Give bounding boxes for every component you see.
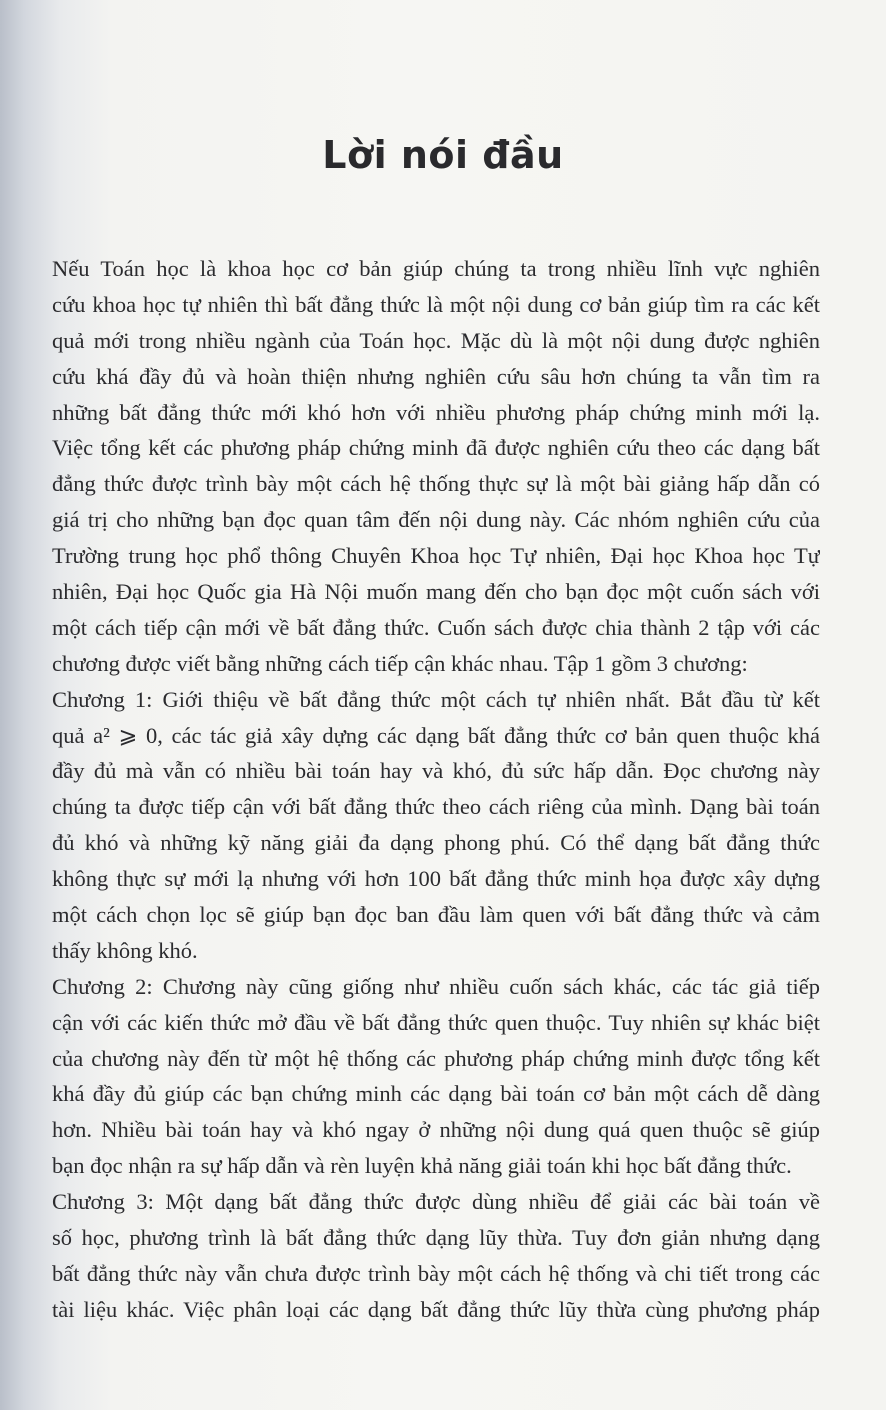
text-line: Nếu Toán học là khoa học cơ bản giúp chúng ta trong nhiều lĩnh vực nghiên	[52, 256, 820, 281]
text-line: đủ khó và những kỹ năng giải đa dạng phong phú. Có thể dạng bất đẳng thức	[52, 830, 820, 856]
body-text	[52, 251, 820, 1328]
text-line: cứu khá đầy đủ và hoàn thiện nhưng nghiên cứu sâu hơn chúng ta vẫn tìm ra	[52, 363, 820, 389]
text-line: Chương 1: Giới thiệu về bất đẳng thức một cách tự nhiên nhất. Bắt đầu từ kết	[52, 686, 820, 712]
page-title: Lời nói đầu	[322, 133, 564, 178]
text-line: quả mới trong nhiều ngành của Toán học. Mặc dù là một nội dung được nghiên	[52, 327, 820, 353]
text-line: nhiên, Đại học Quốc gia Hà Nội muốn mang đến cho bạn đọc một cuốn sách với	[52, 579, 820, 605]
text-line: một cách tiếp cận mới về bất đẳng thức. Cuốn sách được chia thành 2 tập với các	[52, 614, 820, 640]
text-line: cận với các kiến thức mở đầu về bất đẳng thức quen thuộc. Tuy nhiên sự khác biệt	[52, 1009, 820, 1035]
text-line: tài liệu khác. Việc phân loại các dạng bất đẳng thức lũy thừa cùng phương pháp	[52, 1296, 820, 1322]
text-line: quả a² ⩾ 0, các tác giả xây dựng các dạng bất đẳng thức cơ bản quen thuộc khá	[52, 722, 820, 748]
text-line: của chương này đến từ một hệ thống các phương pháp chứng minh được tổng kết	[52, 1045, 820, 1071]
paragraph	[52, 1184, 820, 1328]
text-line: Chương 3: Một dạng bất đẳng thức được dùng nhiều để giải các bài toán về	[52, 1189, 820, 1215]
text-line: cứu khoa học tự nhiên thì bất đẳng thức là một nội dung cơ bản giúp tìm ra các kết	[52, 291, 820, 317]
text-line: đầy đủ mà vẫn có nhiều bài toán hay và khó, đủ sức hấp dẫn. Đọc chương này	[52, 758, 820, 784]
text-line: Trường trung học phổ thông Chuyên Khoa học Tự nhiên, Đại học Khoa học Tự	[52, 543, 820, 569]
text-line: chúng ta được tiếp cận với bất đẳng thức theo cách riêng của mình. Dạng bài toán	[52, 794, 820, 820]
text-line: không thực sự mới lạ nhưng với hơn 100 bất đẳng thức minh họa được xây dựng	[52, 866, 820, 892]
text-line: những bất đẳng thức mới khó hơn với nhiều phương pháp chứng minh mới lạ.	[52, 399, 820, 425]
text-line: Việc tổng kết các phương pháp chứng minh đã được nghiên cứu theo các dạng bất	[52, 435, 820, 461]
text-line: khá đầy đủ giúp các bạn chứng minh các dạng bài toán cơ bản một cách dễ dàng	[52, 1081, 820, 1107]
paragraph	[52, 682, 820, 969]
text-line: hơn. Nhiều bài toán hay và khó ngay ở những nội dung quá quen thuộc sẽ giúp	[52, 1117, 820, 1143]
text-line: chương được viết bằng những cách tiếp cận khác nhau. Tập 1 gồm 3 chương:	[52, 650, 748, 676]
text-line: bất đẳng thức này vẫn chưa được trình bày một cách hệ thống và chi tiết trong các	[52, 1260, 820, 1286]
text-line: đẳng thức được trình bày một cách hệ thống thực sự là một bài giảng hấp dẫn có	[52, 471, 820, 497]
text-line: thấy không khó.	[52, 937, 198, 963]
paragraph	[52, 969, 820, 1184]
text-line: bạn đọc nhận ra sự hấp dẫn và rèn luyện khả năng giải toán khi học bất đẳng thức.	[52, 1153, 792, 1179]
text-line: số học, phương trình là bất đẳng thức dạng lũy thừa. Tuy đơn giản nhưng dạng	[52, 1225, 820, 1251]
text-line: một cách chọn lọc sẽ giúp bạn đọc ban đầu làm quen với bất đẳng thức và cảm	[52, 902, 820, 928]
text-line: Chương 2: Chương này cũng giống như nhiều cuốn sách khác, các tác giả tiếp	[52, 973, 820, 999]
paragraph	[52, 251, 820, 682]
text-line: giá trị cho những bạn đọc quan tâm đến nội dung này. Các nhóm nghiên cứu của	[52, 507, 820, 533]
